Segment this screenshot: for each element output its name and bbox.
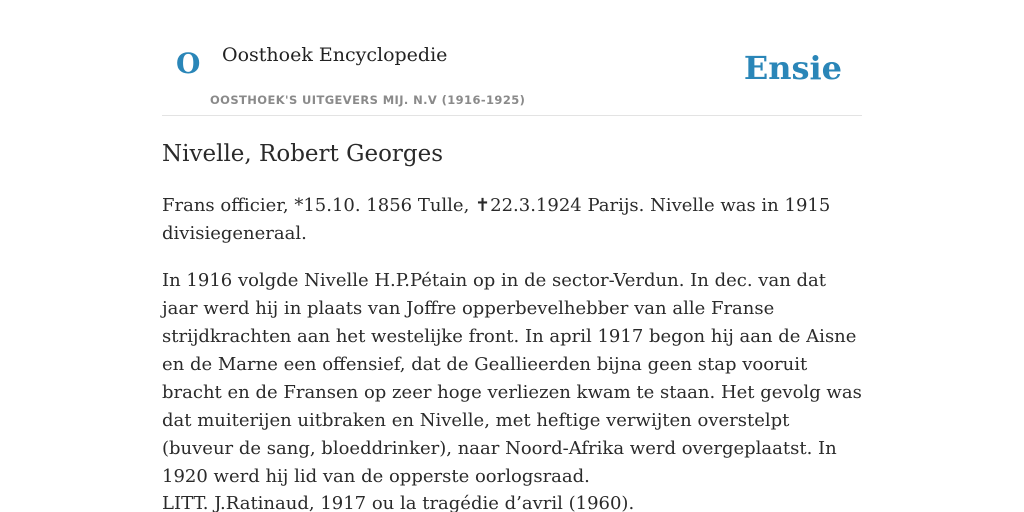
page-container	[162, 0, 862, 512]
header	[162, 0, 862, 116]
entry-title: Nivelle, Robert Georges	[162, 141, 444, 167]
entry-paragraph-2: In 1916 volgde Nivelle H.P.Pétain op in de sector-Verdun. In dec. van dat jaar werd hij in plaats van Joffre opperbevelhebber van alle Franse strijdkrachten aan het westelijke front. In april 1917 begon hij aan de Aisne en de Marne een offensief, dat de Geallieerden bijna geen stap vooruit bracht en de Fransen op zeer hoge verliezen kwam te staan. Het gevolg was dat muiterijen uitbraken en Nivelle, met heftige verwijten overstelpt (buveur de sang, bloeddrinker), naar Noord-Afrika werd overgeplaatst. In 1920 werd hij lid van de opperste oorlogsraad.	[162, 270, 862, 487]
book-title[interactable]: Oosthoek Encyclopedie	[222, 44, 448, 66]
book-logo[interactable]: O	[176, 47, 201, 80]
entry-literature: LITT. J.Ratinaud, 1917 ou la tragédie d’avril (1960).	[162, 493, 635, 512]
ensie-logo[interactable]: Ensie	[743, 49, 842, 87]
entry-paragraph-1: Frans officier, *15.10. 1856 Tulle, ✝22.3.1924 Parijs. Nivelle was in 1915 divisiegeneraal.	[162, 195, 831, 244]
publisher-label: OOSTHOEK'S UITGEVERS MIJ. N.V (1916-1925)	[210, 93, 526, 107]
